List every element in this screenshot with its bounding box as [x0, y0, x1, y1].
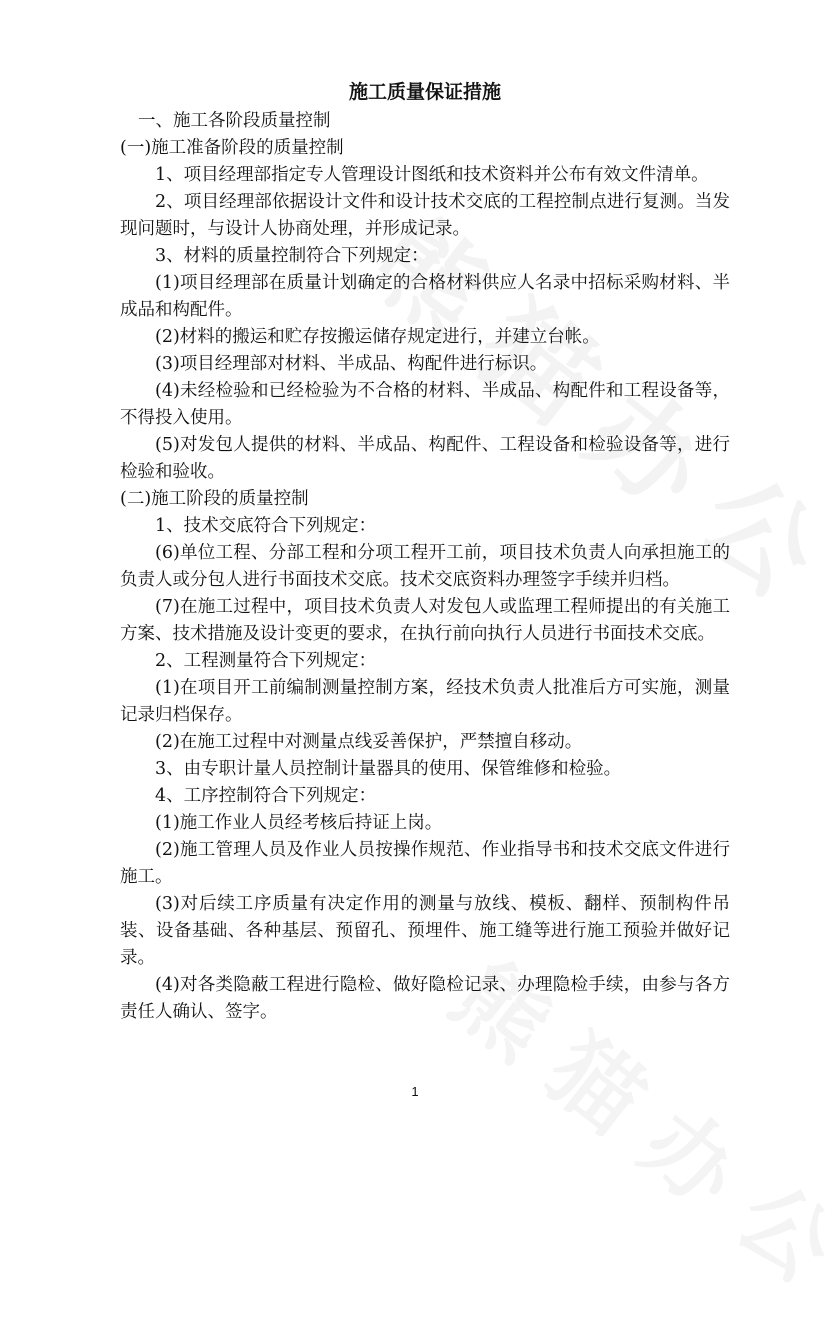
paragraph: (1)施工作业人员经考核后持证上岗。: [155, 813, 443, 833]
paragraph: 4、工序控制符合下列规定：: [155, 786, 377, 806]
document-body: [120, 80, 730, 1026]
paragraph: (3)项目经理部对材料、半成品、构配件进行标识。: [155, 354, 548, 374]
paragraph: (4)对各类隐蔽工程进行隐检、做好隐检记录、办理隐检手续，由参与各方责任人确认、签字。: [120, 975, 730, 1022]
paragraph: (2)在施工过程中对测量点线妥善保护，严禁擅自移动。: [155, 732, 583, 752]
paragraph: (2)施工管理人员及作业人员按操作规范、作业指导书和技术交底文件进行施工。: [120, 840, 730, 887]
paragraph-list: [120, 108, 730, 1026]
paragraph: (一)施工准备阶段的质量控制: [120, 138, 344, 158]
paragraph: 3、材料的质量控制符合下列规定：: [155, 246, 429, 266]
paragraph: (二)施工阶段的质量控制: [120, 489, 309, 509]
paragraph: (4)未经检验和已经检验为不合格的材料、半成品、构配件和工程设备等，不得投入使用。: [120, 381, 730, 428]
paragraph: 1、项目经理部指定专人管理设计图纸和技术资料并公布有效文件清单。: [155, 165, 709, 185]
paragraph: 2、项目经理部依据设计文件和设计技术交底的工程控制点进行复测。当发现问题时，与设计人协商处理，并形成记录。: [120, 192, 730, 239]
page-number: 1: [411, 1084, 419, 1099]
paragraph: (3)对后续工序质量有决定作用的测量与放线、模板、翻样、预制构件吊装、设备基础、各种基层、预留孔、预埋件、施工缝等进行施工预验并做好记录。: [120, 894, 730, 968]
paragraph: (5)对发包人提供的材料、半成品、构配件、工程设备和检验设备等，进行检验和验收。: [120, 435, 730, 482]
paragraph: (6)单位工程、分部工程和分项工程开工前，项目技术负责人向承担施工的负责人或分包人进行书面技术交底。技术交底资料办理签字手续并归档。: [120, 543, 730, 590]
paragraph: 一、施工各阶段质量控制: [138, 111, 331, 131]
paragraph: 2、工程测量符合下列规定：: [155, 651, 377, 671]
paragraph: (2)材料的搬运和贮存按搬运储存规定进行，并建立台帐。: [155, 327, 600, 347]
paragraph: 3、由专职计量人员控制计量器具的使用、保管维修和检验。: [155, 759, 622, 779]
document-title: 施工质量保证措施: [348, 81, 501, 103]
paragraph: (1)在项目开工前编制测量控制方案，经技术负责人批准后方可实施，测量记录归档保存。: [120, 678, 730, 725]
paragraph: (7)在施工过程中，项目技术负责人对发包人或监理工程师提出的有关施工方案、技术措施及设计变更的要求，在执行前向执行人员进行书面技术交底。: [120, 597, 730, 644]
paragraph: (1)项目经理部在质量计划确定的合格材料供应人名录中招标采购材料、半成品和构配件。: [120, 273, 730, 320]
paragraph: 1、技术交底符合下列规定：: [155, 516, 377, 536]
